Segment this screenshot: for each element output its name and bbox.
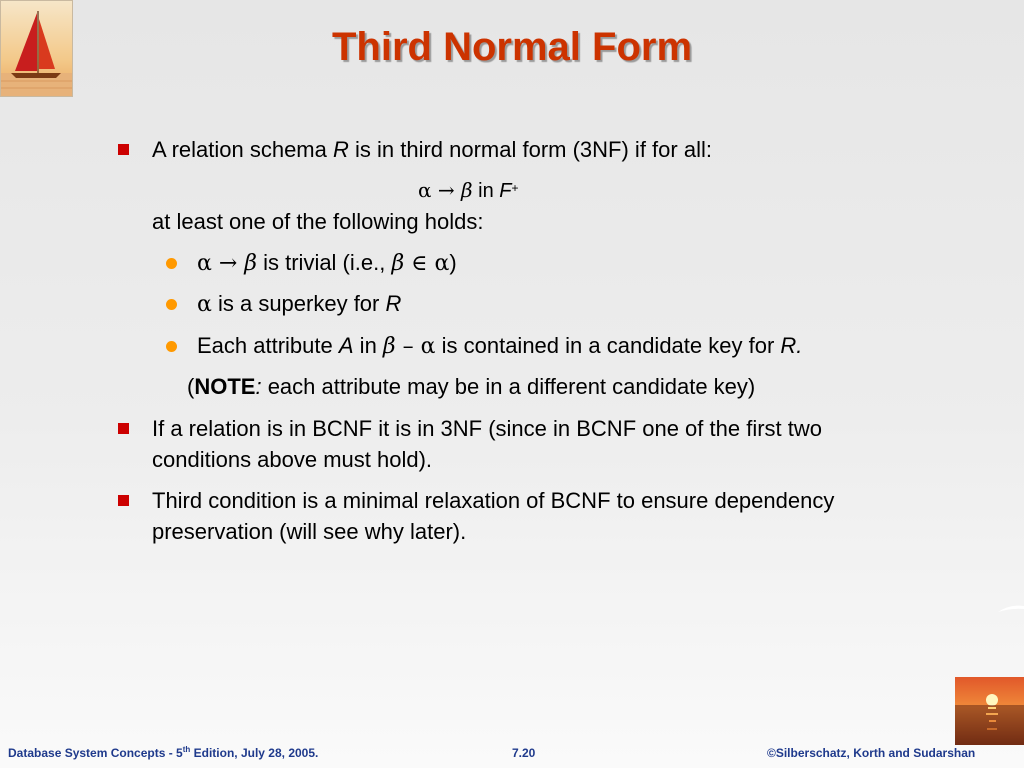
decorative-swoosh bbox=[996, 600, 1024, 620]
text-fragment: is contained in a candidate key for bbox=[435, 333, 781, 358]
symbol-alpha: α bbox=[434, 251, 450, 276]
symbol-a: A bbox=[338, 333, 354, 358]
note-label: NOTE bbox=[194, 374, 256, 399]
bullet-dot-icon bbox=[166, 299, 177, 310]
symbol-arrow: → bbox=[431, 178, 461, 202]
symbol-beta: β bbox=[461, 178, 473, 202]
footer-left bbox=[8, 746, 318, 760]
footer-copyright: ©Silberschatz, Korth and Sudarshan bbox=[767, 746, 976, 760]
text-fragment: each attribute may be in a different candidate key) bbox=[261, 374, 756, 399]
note-text bbox=[187, 374, 755, 400]
superscript-plus: + bbox=[511, 181, 519, 195]
text-fragment: : bbox=[255, 374, 262, 399]
superscript-th: th bbox=[182, 745, 191, 754]
sub-bullet-2-text bbox=[197, 291, 401, 318]
text-fragment: Database System Concepts - 5 bbox=[8, 746, 183, 760]
formula-alpha-beta bbox=[418, 177, 518, 204]
text-fragment: Each attribute bbox=[197, 333, 339, 358]
footer-page-number: 7.20 bbox=[512, 746, 536, 760]
text-fragment: is in third normal form (3NF) if for all: bbox=[348, 137, 712, 162]
symbol-beta: β bbox=[244, 251, 257, 276]
symbol-alpha: α bbox=[420, 334, 436, 359]
symbol-minus: – bbox=[395, 334, 421, 359]
text-fragment: in bbox=[472, 180, 500, 202]
symbol-r: R bbox=[332, 137, 349, 162]
symbol-beta: β bbox=[391, 251, 405, 276]
bullet-square-icon bbox=[118, 144, 129, 155]
symbol-r: R bbox=[385, 291, 402, 316]
symbol-beta: β bbox=[382, 334, 396, 359]
bullet-3-line-2: preservation (will see why later). bbox=[152, 519, 467, 544]
slide-title: Third Normal Form bbox=[331, 25, 693, 69]
holds-text: at least one of the following holds: bbox=[152, 209, 484, 234]
symbol-r: R. bbox=[780, 333, 803, 358]
bullet-2-line-2: conditions above must hold). bbox=[152, 447, 433, 472]
bullet-square-icon bbox=[118, 495, 129, 506]
symbol-alpha: α bbox=[418, 178, 432, 202]
bullet-2-line-1: If a relation is in BCNF it is in 3NF (since in BCNF one of the first two bbox=[152, 416, 823, 441]
symbol-alpha: α bbox=[197, 251, 212, 276]
symbol-element-of: ∈ bbox=[404, 251, 435, 276]
bullet-1-text bbox=[152, 137, 712, 163]
bullet-dot-icon bbox=[166, 258, 177, 269]
symbol-alpha: α bbox=[197, 292, 212, 317]
text-fragment: is trivial (i.e., bbox=[257, 250, 392, 275]
text-fragment: Edition, July 28, 2005. bbox=[190, 746, 319, 760]
text-fragment: ) bbox=[449, 250, 457, 275]
sub-bullet-3-text bbox=[197, 333, 802, 360]
sub-bullet-1-text bbox=[197, 250, 457, 277]
text-fragment: is a superkey for bbox=[211, 291, 386, 316]
sunset-logo-icon bbox=[955, 677, 1024, 745]
text-fragment: ( bbox=[187, 374, 195, 399]
symbol-arrow: → bbox=[211, 251, 245, 276]
bullet-dot-icon bbox=[166, 341, 177, 352]
bullet-3-line-1: Third condition is a minimal relaxation of BCNF to ensure dependency bbox=[152, 488, 835, 513]
symbol-f: F bbox=[499, 180, 512, 202]
text-fragment: in bbox=[353, 333, 383, 358]
text-fragment: A relation schema bbox=[152, 137, 333, 162]
bullet-square-icon bbox=[118, 423, 129, 434]
